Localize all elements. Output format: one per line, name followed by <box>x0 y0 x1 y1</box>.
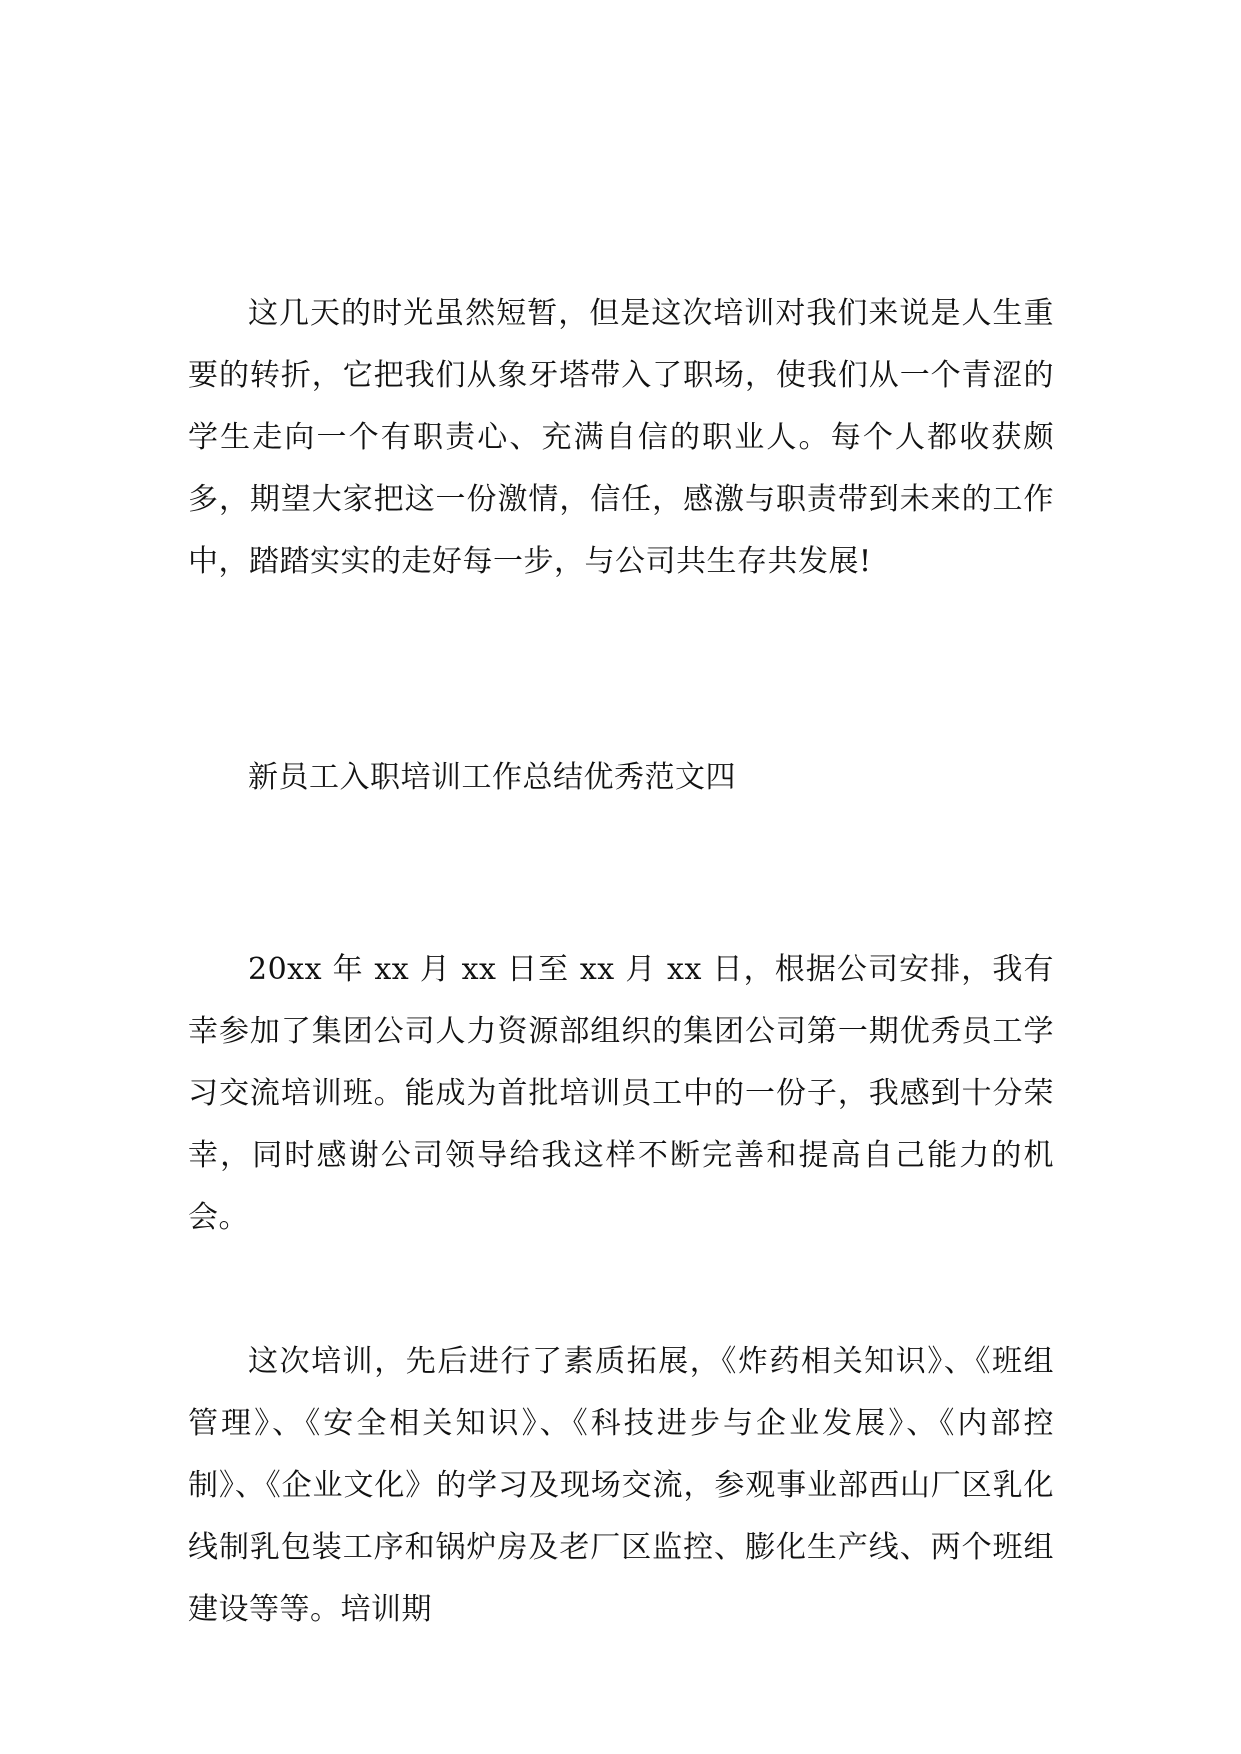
paragraph-training-content: 这次培训，先后进行了素质拓展，《炸药相关知识》、《班组管理》、《安全相关知识》、《科技进步与企业发展》、《内部控制》、《企业文化》的学习及现场交流，参观事业部西山厂区乳化线制乳包装工序和锅炉房及老厂区监控、膨化生产线、两个班组建设等等。培训期 <box>188 1344 1054 1627</box>
paragraph-closing-remarks: 这几天的时光虽然短暂，但是这次培训对我们来说是人生重要的转折，它把我们从象牙塔带入了职场，使我们从一个青涩的学生走向一个有职责心、充满自信的职业人。每个人都收获颇多，期望大家把这一份激情，信任，感激与职责带到未来的工作中，踏踏实实的走好每一步，与公司共生存共发展! <box>188 296 1054 579</box>
section-heading: 新员工入职培训工作总结优秀范文四 <box>248 760 736 795</box>
paragraph-training-intro: 20xx 年 xx 月 xx 日至 xx 月 xx 日，根据公司安排，我有幸参加了集团公司人力资源部组织的集团公司第一期优秀员工学习交流培训班。能成为首批培训员工中的一份子，我感到十分荣幸，同时感谢公司领导给我这样不断完善和提高自己能力的机会。 <box>188 952 1054 1235</box>
